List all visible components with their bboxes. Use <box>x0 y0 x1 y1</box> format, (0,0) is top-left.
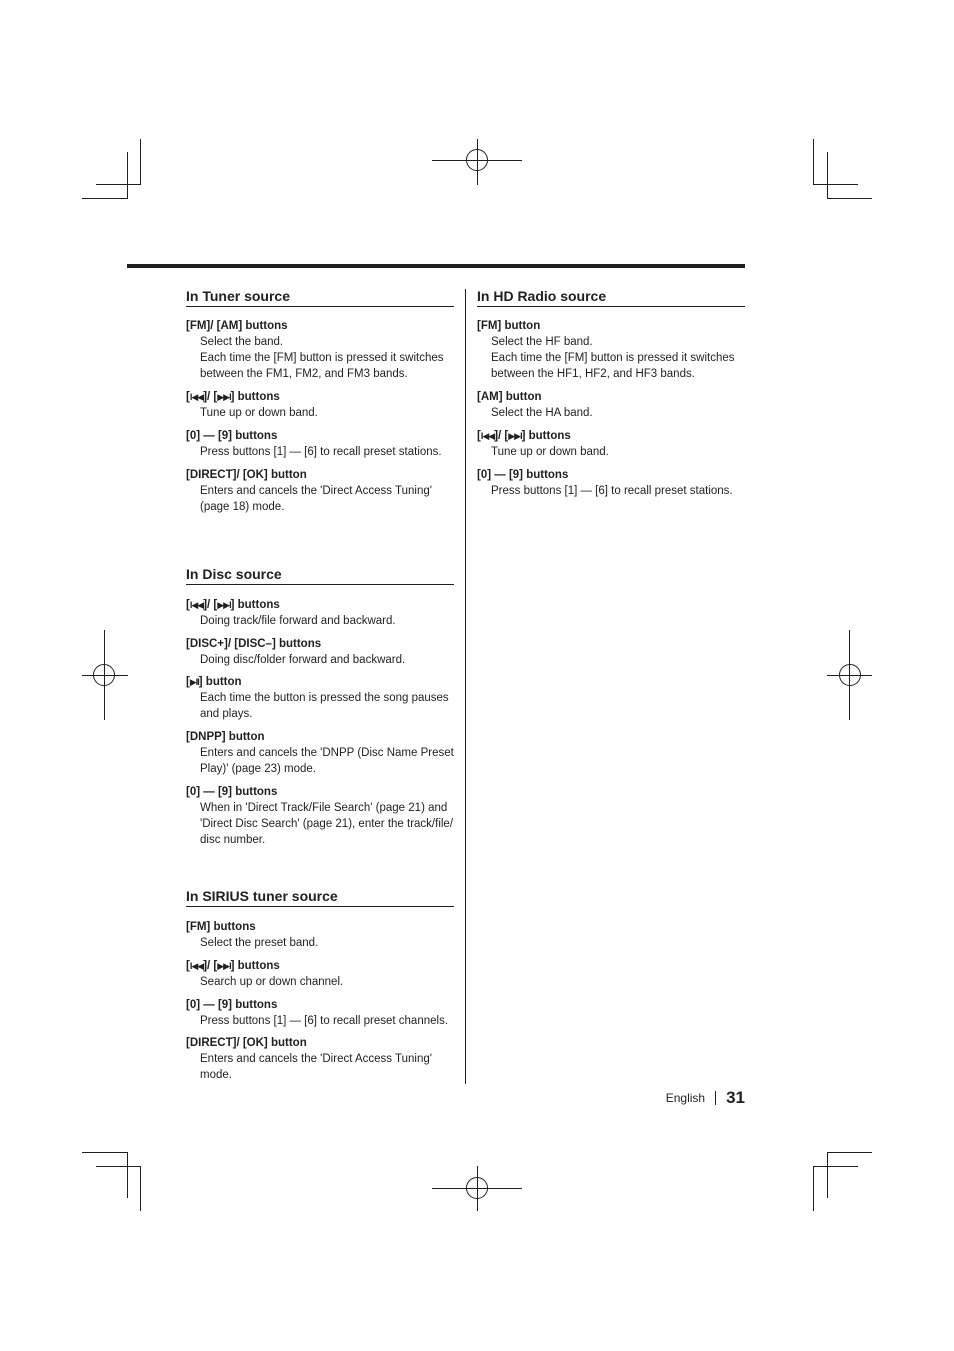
item-desc-seek-buttons: Tune up or down band. <box>200 407 318 419</box>
item-desc-hd-am-button: Select the HA band. <box>491 407 593 419</box>
footer-language: English <box>665 1090 706 1105</box>
item-title-preset-buttons: [0] — [9] buttons <box>186 430 278 442</box>
item-title-disc-seek-buttons: [I◀◀]/ [▶▶I] buttons <box>186 599 280 611</box>
item-desc-disc-number-buttons: When in 'Direct Track/File Search' (page 21) and 'Direct Disc Search' (page 21), enter the track/file/ disc number. <box>200 802 454 846</box>
right-column <box>477 0 745 520</box>
item-title-sirius-preset-buttons: [0] — [9] buttons <box>186 999 278 1011</box>
item-desc-disc-plus-minus-buttons: Doing disc/folder forward and backward. <box>200 654 406 666</box>
item-title-play-pause-button: [▶II] button <box>186 676 242 688</box>
section-title-hd-radio: In HD Radio source <box>477 288 745 307</box>
item-title-fm-am-buttons: [FM]/ [AM] buttons <box>186 320 288 332</box>
item-desc-sirius-seek-buttons: Search up or down channel. <box>200 976 344 988</box>
previous-track-icon: I◀◀ <box>189 961 204 971</box>
previous-track-icon: I◀◀ <box>480 431 495 441</box>
item-desc-hd-fm-button: Select the HF band. Each time the [FM] button is pressed it switches between the HF1, HF2, and HF3 bands. <box>491 336 735 380</box>
section-title-tuner: In Tuner source <box>186 288 454 307</box>
previous-track-icon: I◀◀ <box>189 600 204 610</box>
item-title-disc-plus-minus-buttons: [DISC+]/ [DISC–] buttons <box>186 638 322 650</box>
item-desc-sirius-fm-buttons: Select the preset band. <box>200 937 319 949</box>
play-pause-icon: ▶II <box>189 677 199 687</box>
next-track-icon: ▶▶I <box>508 431 522 441</box>
next-track-icon: ▶▶I <box>217 600 231 610</box>
footer-separator <box>715 1091 716 1105</box>
item-title-disc-number-buttons: [0] — [9] buttons <box>186 786 278 798</box>
item-title-sirius-seek-buttons: [I◀◀]/ [▶▶I] buttons <box>186 960 280 972</box>
item-desc-direct-ok-button: Enters and cancels the 'Direct Access Tuning' (page 18) mode. <box>200 485 432 513</box>
item-title-hd-am-button: [AM] button <box>477 391 542 403</box>
item-desc-sirius-preset-buttons: Press buttons [1] — [6] to recall preset channels. <box>200 1015 449 1027</box>
item-title-hd-fm-button: [FM] button <box>477 320 541 332</box>
item-desc-hd-seek-buttons: Tune up or down band. <box>491 446 609 458</box>
item-title-sirius-direct-ok-button: [DIRECT]/ [OK] button <box>186 1037 307 1049</box>
left-column <box>186 0 454 1100</box>
item-title-hd-preset-buttons: [0] — [9] buttons <box>477 469 569 481</box>
section-title-disc: In Disc source <box>186 566 454 585</box>
item-desc-sirius-direct-ok-button: Enters and cancels the 'Direct Access Tuning' mode. <box>200 1053 432 1081</box>
item-title-sirius-fm-buttons: [FM] buttons <box>186 921 256 933</box>
item-desc-disc-seek-buttons: Doing track/file forward and backward. <box>200 615 396 627</box>
page-number: 31 <box>726 1087 745 1107</box>
item-title-hd-seek-buttons: [I◀◀]/ [▶▶I] buttons <box>477 430 571 442</box>
previous-track-icon: I◀◀ <box>189 392 204 402</box>
item-title-seek-buttons: [I◀◀]/ [▶▶I] buttons <box>186 391 280 403</box>
next-track-icon: ▶▶I <box>217 961 231 971</box>
next-track-icon: ▶▶I <box>217 392 231 402</box>
item-title-direct-ok-button: [DIRECT]/ [OK] button <box>186 469 307 481</box>
item-title-dnpp-button: [DNPP] button <box>186 731 265 743</box>
item-desc-preset-buttons: Press buttons [1] — [6] to recall preset stations. <box>200 446 442 458</box>
section-title-sirius: In SIRIUS tuner source <box>186 888 454 907</box>
item-desc-play-pause-button: Each time the button is pressed the song pauses and plays. <box>200 692 449 720</box>
item-desc-fm-am-buttons: Select the band. Each time the [FM] button is pressed it switches between the FM1, FM2, and FM3 bands. <box>200 336 444 380</box>
column-divider <box>465 289 466 1084</box>
item-desc-dnpp-button: Enters and cancels the 'DNPP (Disc Name Preset Play)' (page 23) mode. <box>200 747 454 775</box>
item-desc-hd-preset-buttons: Press buttons [1] — [6] to recall preset stations. <box>491 485 733 497</box>
page-footer <box>666 1087 745 1108</box>
